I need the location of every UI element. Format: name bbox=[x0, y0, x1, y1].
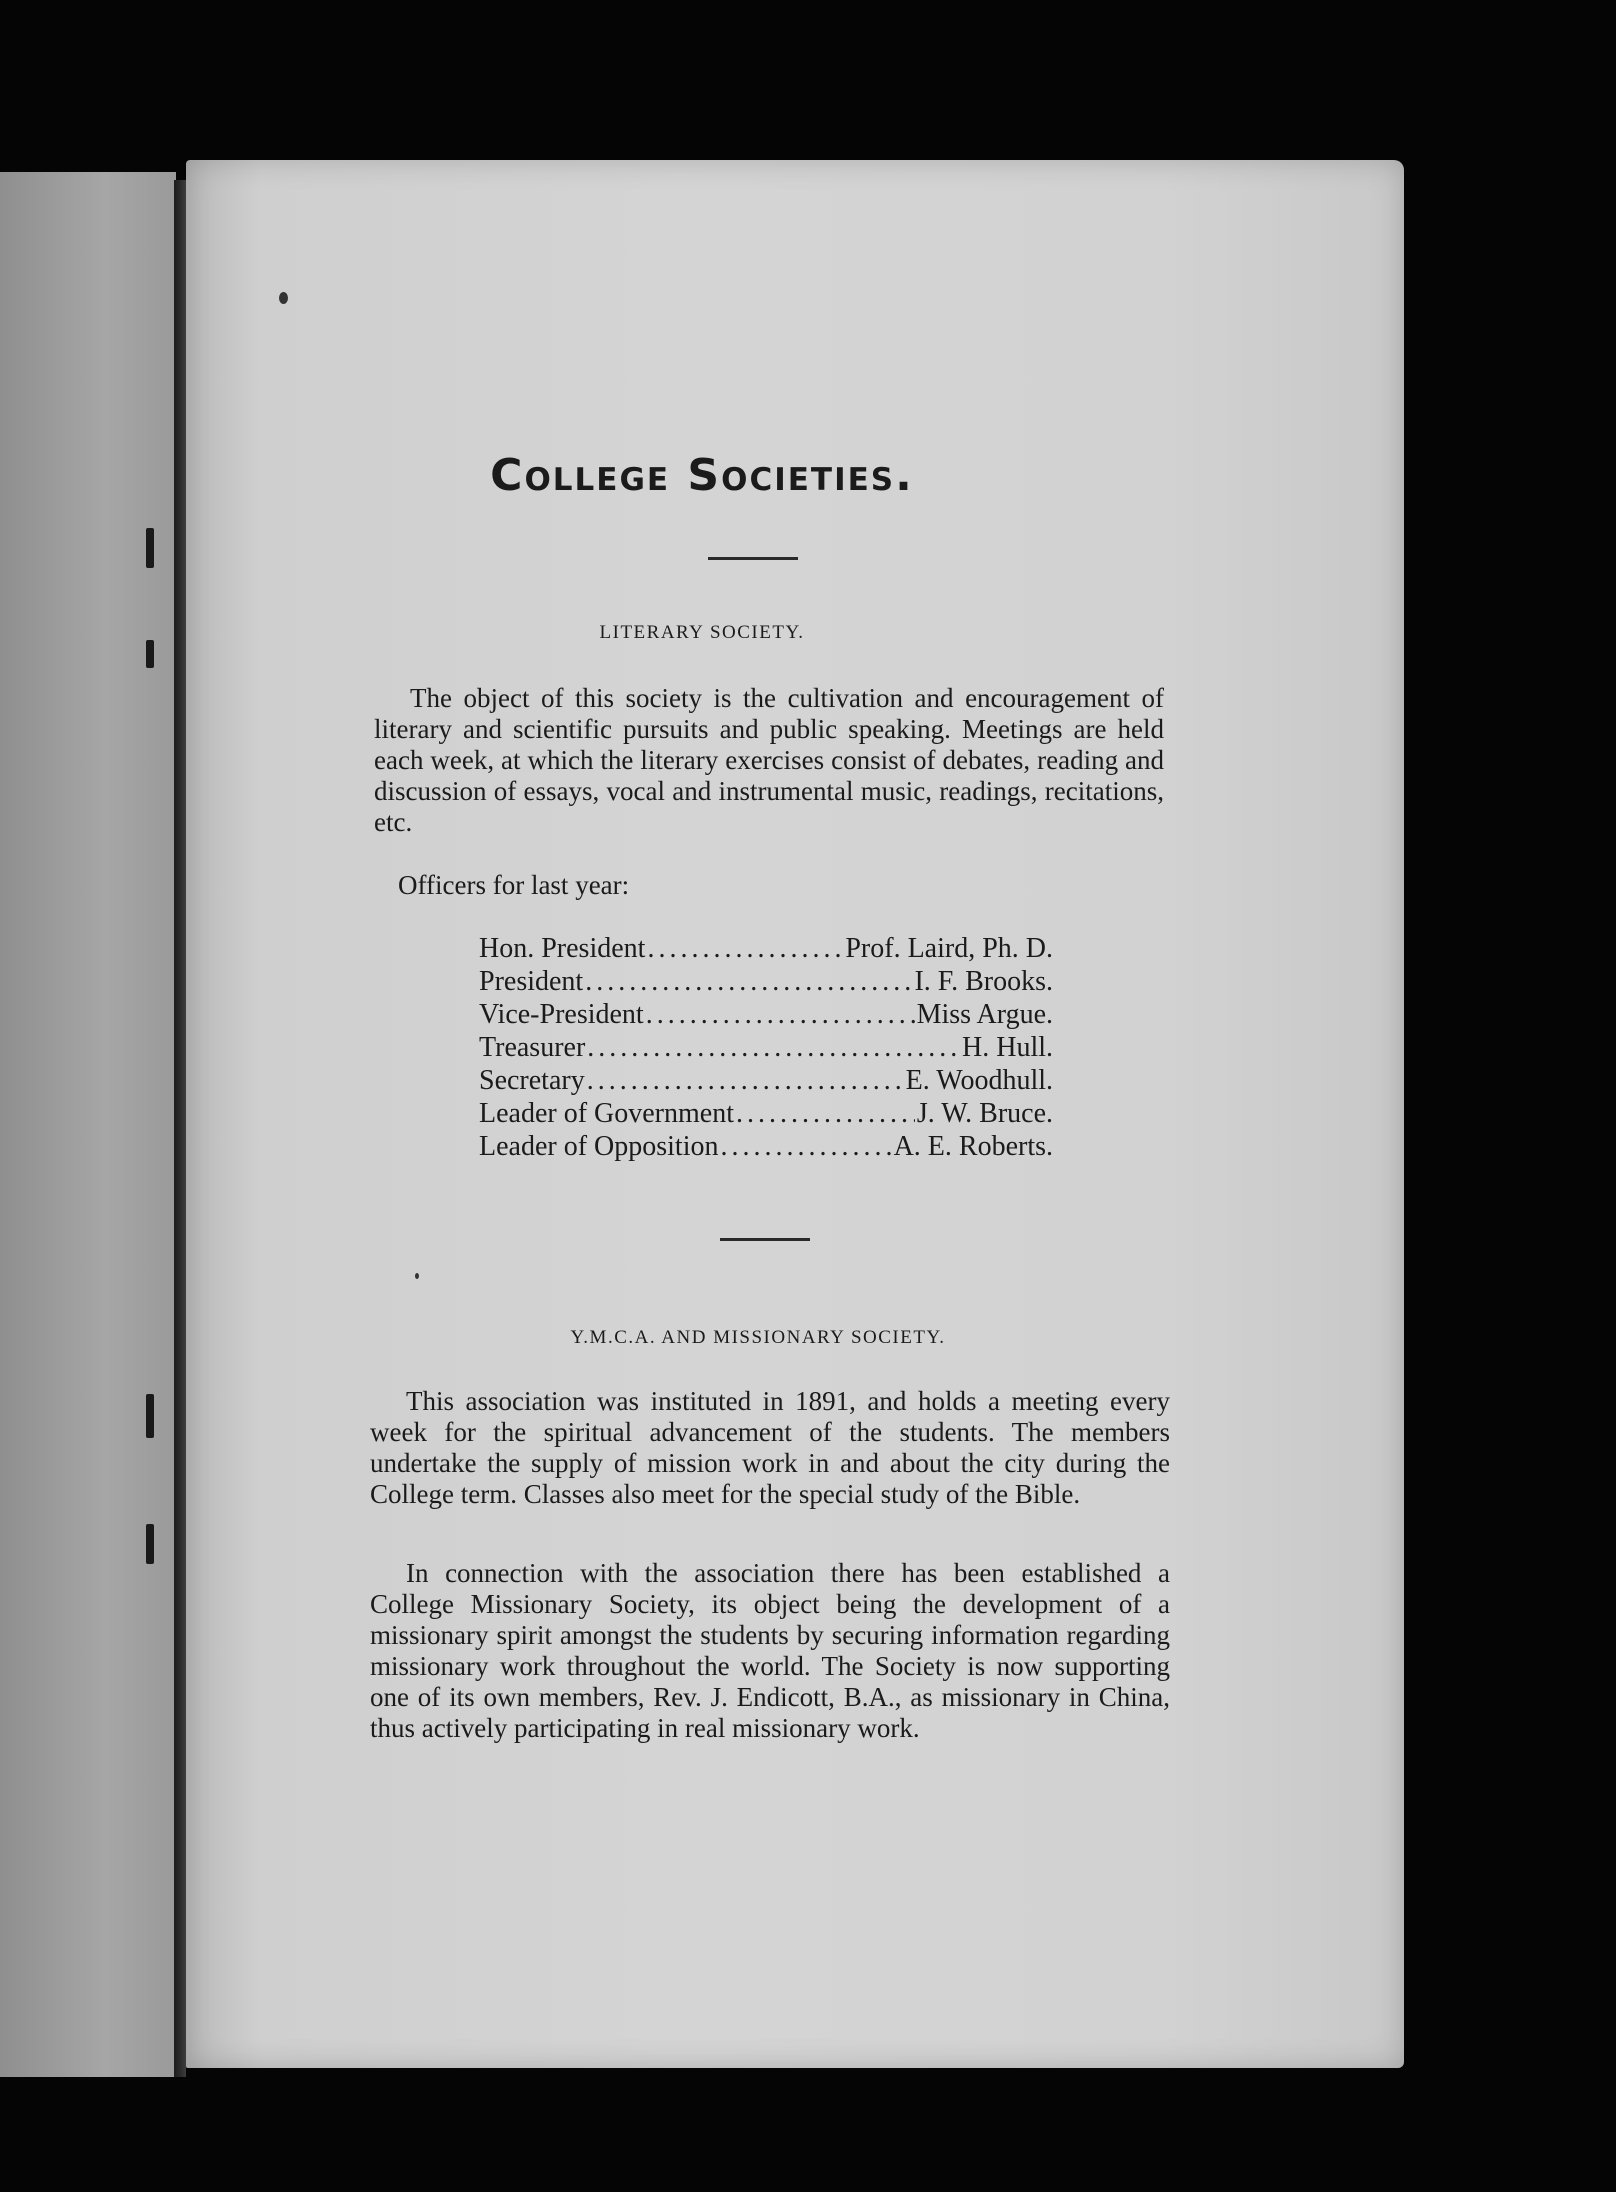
ymca-paragraph-1: This association was instituted in 1891, and holds a meeting every week for the spiritual advancement of the students. The members undertake the supply of mission work in and about the city during the College term. Classes also meet for the special study of the Bible. bbox=[370, 1386, 1170, 1509]
paper-speck bbox=[279, 292, 288, 304]
officer-row bbox=[479, 1097, 1053, 1130]
officer-role: Leader of Opposition bbox=[479, 1131, 719, 1162]
officer-row bbox=[479, 932, 1053, 965]
book-spine bbox=[174, 180, 186, 2077]
literary-society-heading: LITERARY SOCIETY. bbox=[599, 622, 805, 643]
binding-mark bbox=[146, 640, 154, 668]
page-content bbox=[186, 160, 1404, 2068]
document-page bbox=[186, 160, 1404, 2068]
facing-page bbox=[0, 172, 176, 2077]
leader-dots bbox=[587, 1064, 904, 1097]
officer-role: Treasurer bbox=[479, 1032, 586, 1063]
officer-name: E. Woodhull. bbox=[905, 1065, 1053, 1096]
officer-role: Hon. President bbox=[479, 933, 646, 964]
literary-society-paragraph: The object of this society is the cultivation and encouragement of literary and scientific pursuits and public speaking. Meetings are held each week, at which the literary exercises consist of debates, reading and discussion of essays, vocal and instrumental music, readings, recitations, etc. bbox=[374, 683, 1164, 837]
leader-dots bbox=[585, 965, 912, 998]
officer-name: Prof. Laird, Ph. D. bbox=[845, 933, 1053, 964]
leader-dots bbox=[646, 998, 915, 1031]
binding-mark bbox=[146, 528, 154, 568]
officer-role: Secretary bbox=[479, 1065, 585, 1096]
binding-mark bbox=[146, 1524, 154, 1564]
officer-row bbox=[479, 1130, 1053, 1163]
officer-name: H. Hull. bbox=[962, 1032, 1053, 1063]
officer-row bbox=[479, 998, 1053, 1031]
officer-row bbox=[479, 965, 1053, 998]
paper-speck bbox=[415, 1273, 419, 1279]
ymca-paragraph-2: In connection with the association there has been established a College Missionary Society, its object being the development of a missionary spirit amongst the students by securing information regarding missionary work throughout the world. The Society is now supporting one of its own members, Rev. J. Endicott, B.A., as missionary in China, thus actively participating in real missionary work. bbox=[370, 1558, 1170, 1743]
page-title: College Societies. bbox=[490, 450, 914, 501]
officer-role: Vice-President bbox=[479, 999, 644, 1030]
officer-row bbox=[479, 1031, 1053, 1064]
leader-dots bbox=[647, 932, 843, 965]
leader-dots bbox=[721, 1130, 892, 1163]
officer-name: Miss Argue. bbox=[916, 999, 1053, 1030]
officer-name: I. F. Brooks. bbox=[914, 966, 1053, 997]
officer-role: President bbox=[479, 966, 584, 997]
officer-name: A. E. Roberts. bbox=[893, 1131, 1053, 1162]
title-divider bbox=[708, 557, 798, 560]
leader-dots bbox=[736, 1097, 915, 1130]
officer-role: Leader of Government bbox=[479, 1098, 734, 1129]
leader-dots bbox=[587, 1031, 960, 1064]
officer-row bbox=[479, 1064, 1053, 1097]
binding-mark bbox=[146, 1394, 154, 1438]
officers-list bbox=[479, 932, 1053, 1163]
officer-name: J. W. Bruce. bbox=[916, 1098, 1053, 1129]
officers-intro: Officers for last year: bbox=[398, 870, 630, 900]
ymca-society-heading: Y.M.C.A. AND MISSIONARY SOCIETY. bbox=[570, 1327, 946, 1348]
section-divider bbox=[720, 1238, 810, 1241]
